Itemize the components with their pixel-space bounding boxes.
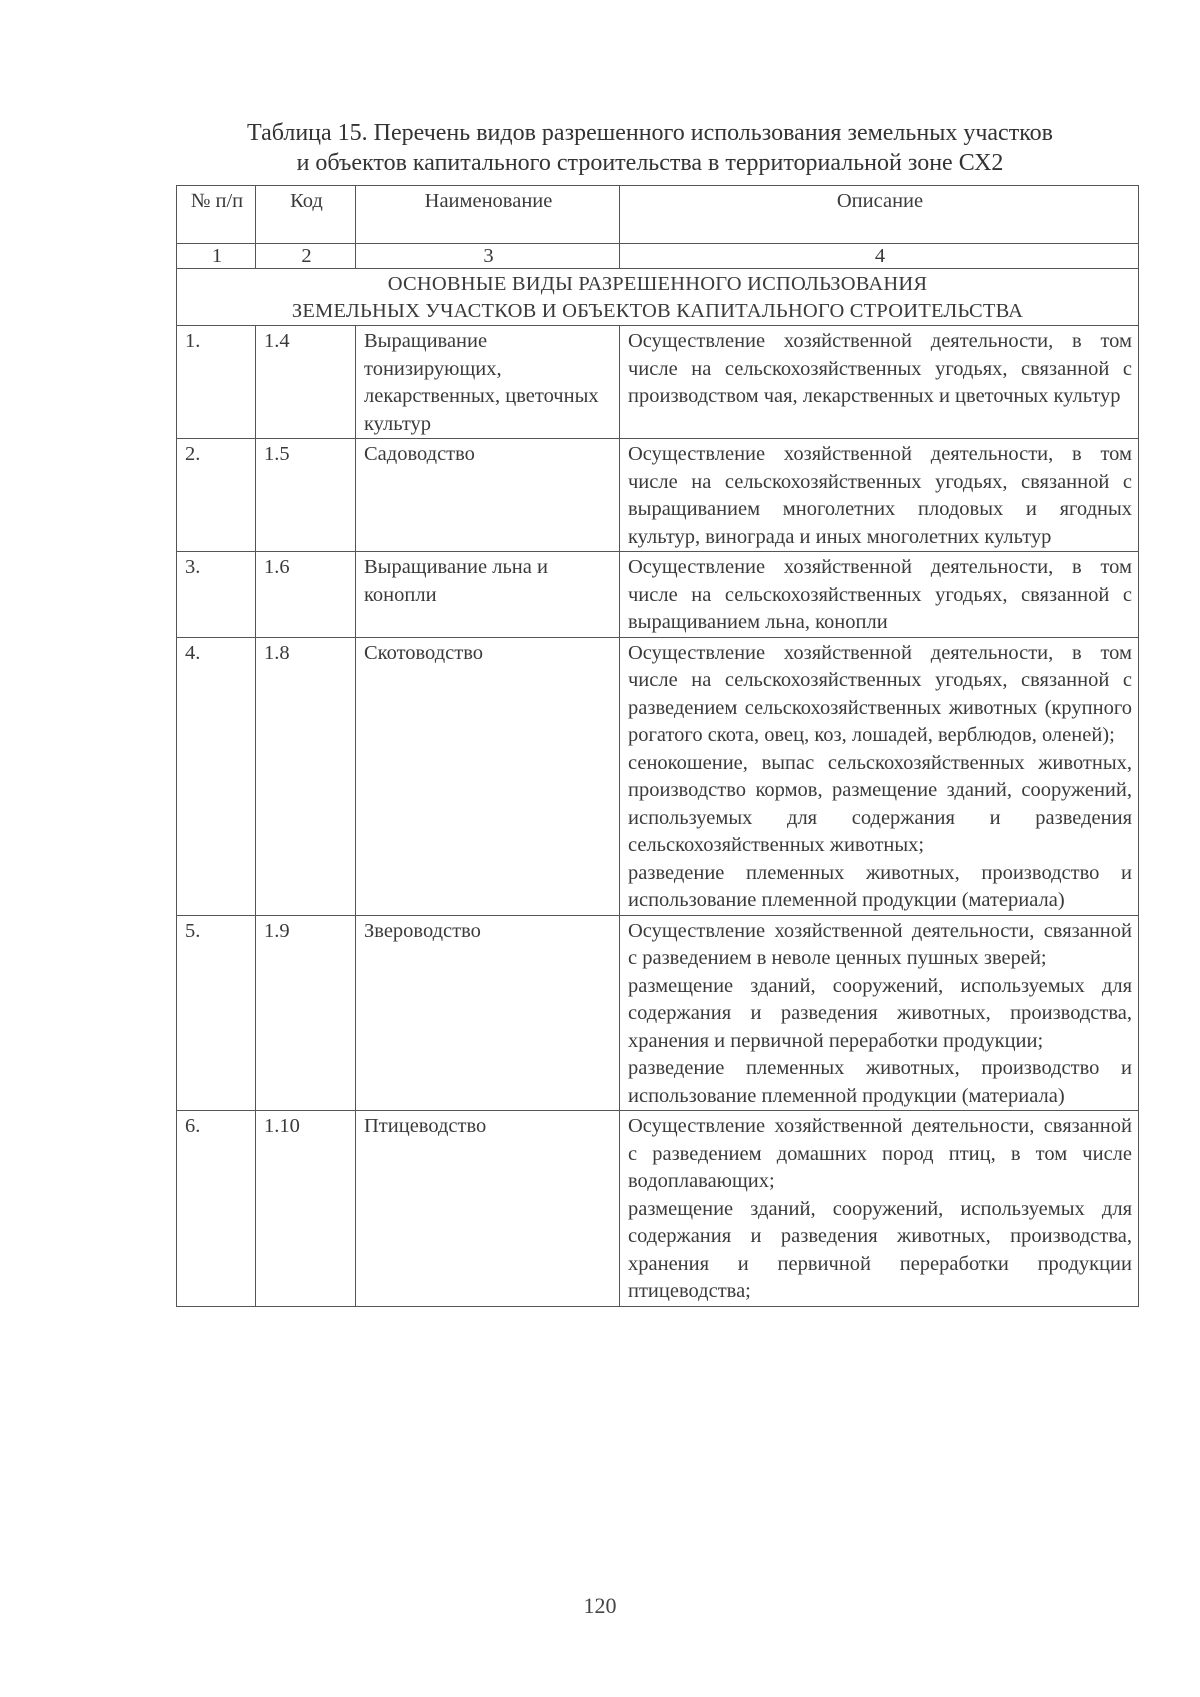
description-paragraph: Осуществление хозяйственной деятельности, в том числе на сельскохозяйственных угодьях, связанной с разведением сельскохозяйственных животных (крупного рогатого скота, овец, коз, лошадей, верблюдов, оленей); bbox=[628, 641, 1132, 746]
row-number: 5. bbox=[177, 915, 256, 1111]
section-title-line-2: ЗЕМЕЛЬНЫХ УЧАСТКОВ И ОБЪЕКТОВ КАПИТАЛЬНОГО СТРОИТЕЛЬСТВА bbox=[291, 300, 1024, 322]
column-number: 2 bbox=[256, 244, 356, 269]
row-code: 1.9 bbox=[256, 915, 356, 1111]
table-row bbox=[177, 552, 1139, 638]
land-use-table bbox=[176, 185, 1139, 1307]
header-row bbox=[177, 186, 1139, 244]
description-paragraph: размещение зданий, сооружений, используемых для содержания и разведения животных, производства, хранения и первичной переработки продукции; bbox=[628, 974, 1132, 1052]
row-number: 4. bbox=[177, 637, 256, 915]
row-number: 2. bbox=[177, 439, 256, 552]
row-description bbox=[620, 439, 1139, 552]
table-row bbox=[177, 439, 1139, 552]
description-paragraph: Осуществление хозяйственной деятельности, в том числе на сельскохозяйственных угодьях, связанной с выращиванием многолетних плодовых и ягодных культур, винограда и иных многолетних культур bbox=[628, 443, 1132, 548]
description-paragraph: размещение зданий, сооружений, используемых для содержания и разведения животных, производства, хранения и первичной переработки продукции птицеводства; bbox=[628, 1197, 1132, 1302]
row-name: Звероводство bbox=[356, 915, 620, 1111]
section-title bbox=[177, 269, 1139, 326]
row-description bbox=[620, 552, 1139, 638]
header-description: Описание bbox=[620, 186, 1139, 244]
table-row bbox=[177, 637, 1139, 915]
row-name: Птицеводство bbox=[356, 1111, 620, 1307]
row-number: 1. bbox=[177, 326, 256, 439]
row-name: Выращивание тонизирующих, лекарственных, цветочных культур bbox=[356, 326, 620, 439]
section-title-line-1: ОСНОВНЫЕ ВИДЫ РАЗРЕШЕННОГО ИСПОЛЬЗОВАНИЯ bbox=[387, 273, 928, 295]
row-description bbox=[620, 1111, 1139, 1307]
column-number: 1 bbox=[177, 244, 256, 269]
description-paragraph: Осуществление хозяйственной деятельности, связанной с разведением домашних пород птиц, в том числе водоплавающих; bbox=[628, 1115, 1132, 1192]
section-header-row bbox=[177, 269, 1139, 326]
table-row bbox=[177, 326, 1139, 439]
description-paragraph: Осуществление хозяйственной деятельности, в том числе на сельскохозяйственных угодьях, связанной с производством чая, лекарственных и цветочных культур bbox=[628, 330, 1132, 407]
row-description bbox=[620, 637, 1139, 915]
table-caption-line-2: и объектов капитального строительства в территориальной зоне СХ2 bbox=[296, 150, 1004, 176]
column-number: 3 bbox=[356, 244, 620, 269]
description-paragraph: Осуществление хозяйственной деятельности, связанной с разведением в неволе ценных пушных зверей; bbox=[628, 919, 1132, 969]
table-row bbox=[177, 1111, 1139, 1307]
description-paragraph: Осуществление хозяйственной деятельности, в том числе на сельскохозяйственных угодьях, связанной с выращиванием льна, конопли bbox=[628, 556, 1132, 633]
row-number: 6. bbox=[177, 1111, 256, 1307]
row-code: 1.5 bbox=[256, 439, 356, 552]
row-code: 1.6 bbox=[256, 552, 356, 638]
table-caption bbox=[175, 118, 1125, 178]
table-caption-line-1: Таблица 15. Перечень видов разрешенного использования земельных участков bbox=[247, 120, 1053, 146]
row-description bbox=[620, 915, 1139, 1111]
row-code: 1.10 bbox=[256, 1111, 356, 1307]
row-code: 1.4 bbox=[256, 326, 356, 439]
row-number: 3. bbox=[177, 552, 256, 638]
header-number: № п/п bbox=[177, 186, 256, 244]
table-body bbox=[177, 326, 1139, 1307]
row-name: Скотоводство bbox=[356, 637, 620, 915]
column-number-row bbox=[177, 244, 1139, 269]
description-paragraph: сенокошение, выпас сельскохозяйственных животных, производство кормов, размещение зданий, сооружений, используемых для содержания и разведения сельскохозяйственных животных; bbox=[628, 751, 1132, 856]
header-code: Код bbox=[256, 186, 356, 244]
description-paragraph: разведение племенных животных, производство и использование племенной продукции (материала) bbox=[628, 1057, 1132, 1107]
row-code: 1.8 bbox=[256, 637, 356, 915]
description-paragraph: разведение племенных животных, производство и использование племенной продукции (материала) bbox=[628, 861, 1132, 911]
column-number: 4 bbox=[620, 244, 1139, 269]
row-name: Выращивание льна и конопли bbox=[356, 552, 620, 638]
header-name: Наименование bbox=[356, 186, 620, 244]
row-name: Садоводство bbox=[356, 439, 620, 552]
table-row bbox=[177, 915, 1139, 1111]
page-number: 120 bbox=[583, 1593, 617, 1618]
row-description bbox=[620, 326, 1139, 439]
